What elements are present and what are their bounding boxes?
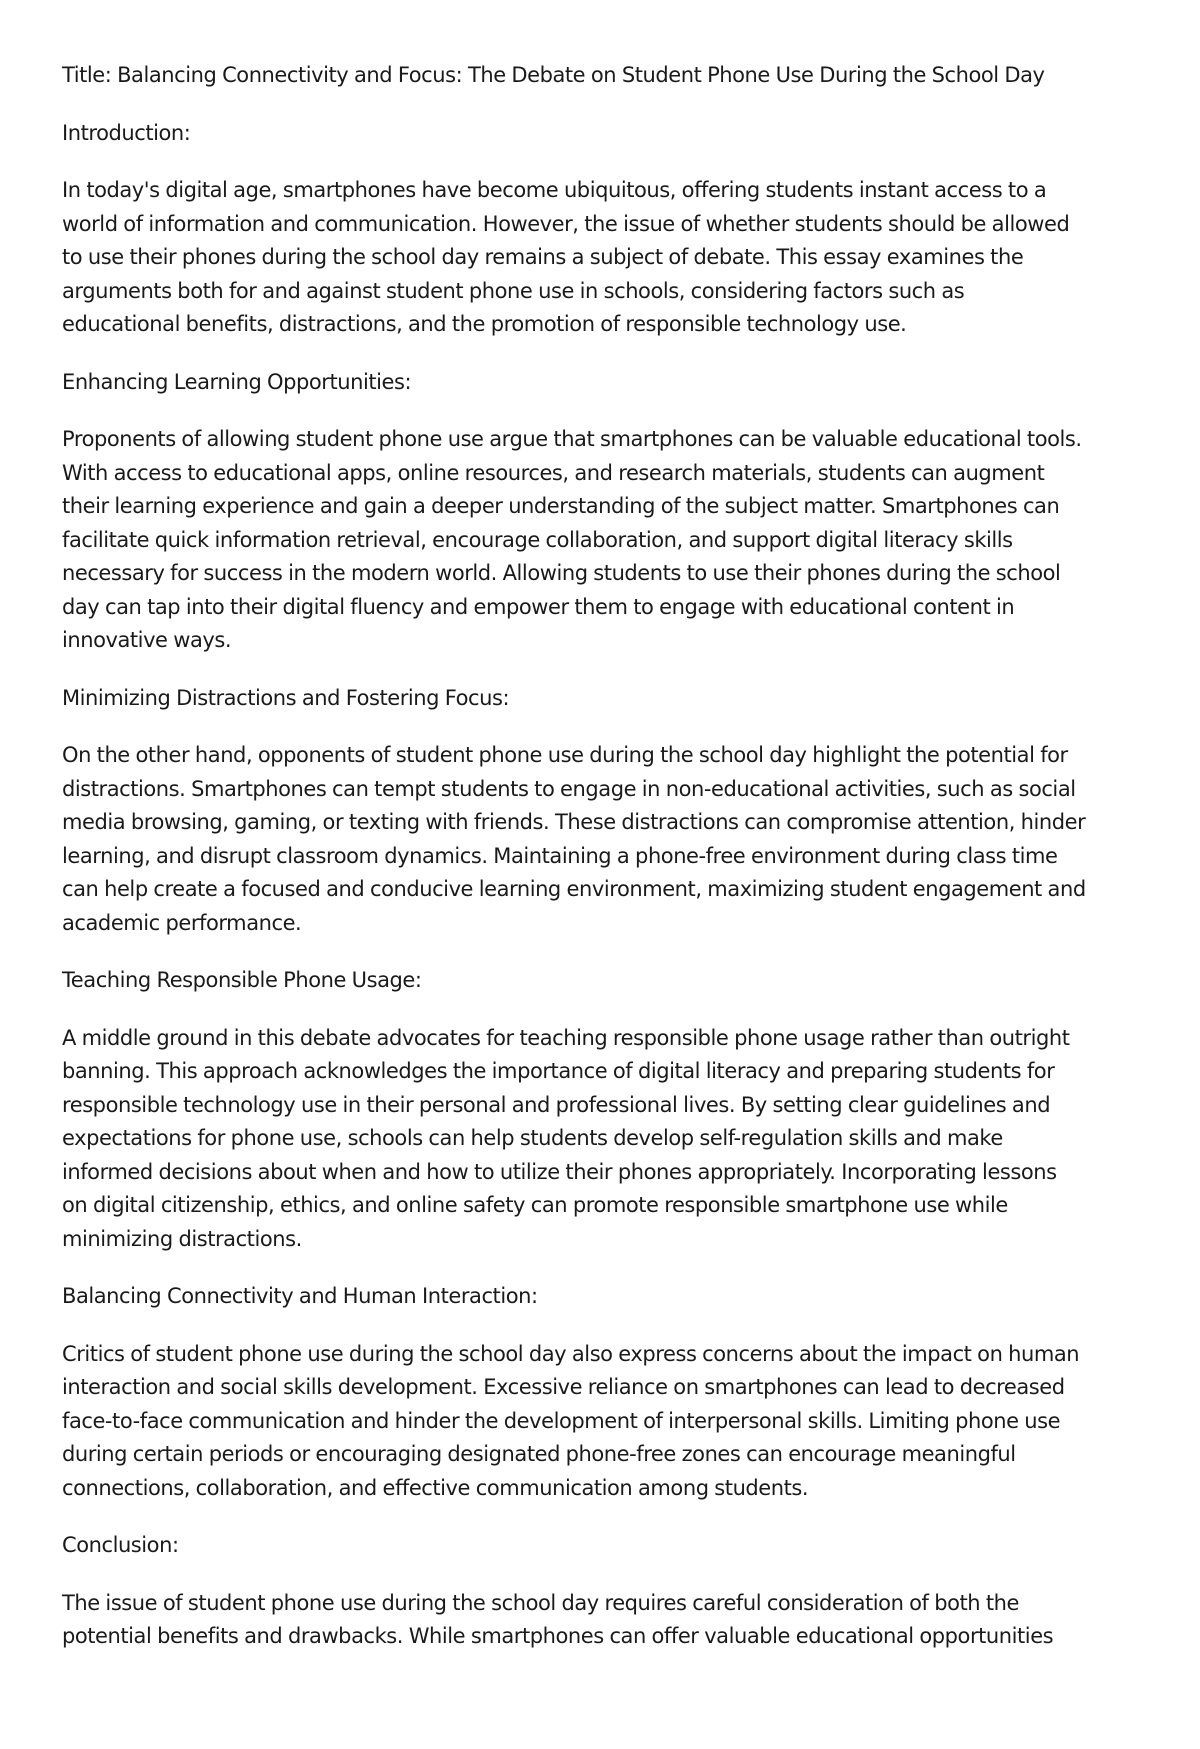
introduction-paragraph: In today's digital age, smartphones have become ubiquitous, offering students instant access to a world of information and communication. However, the issue of whether students should be allowed to use their phones during the school day remains a subject of debate. This essay examines the arguments both for and against student phone use in schools, considering factors such as educational benefits, distractions, and the promotion of responsible technology use. [62,178,1070,336]
conclusion-paragraph: The issue of student phone use during the school day requires careful consideration of both the potential benefits and drawbacks. While smartphones can offer valuable educational opportunities [62,1590,1054,1648]
distractions-paragraph: On the other hand, opponents of student phone use during the school day highlight the potential for distractions. Smartphones can tempt students to engage in non-educational activities, such as social media browsing, gaming, or texting with friends. These distractions can compromise attention, hinder learning, and disrupt classroom dynamics. Maintaining a phone-free environment during class time can help create a focused and conducive learning environment, maximizing student engagement and academic performance. [62,743,1086,935]
responsible-usage-heading: Teaching Responsible Phone Usage: [62,968,422,992]
responsible-usage-paragraph: A middle ground in this debate advocates for teaching responsible phone usage rather than outright banning. This approach acknowledges the importance of digital literacy and preparing students for responsible technology use in their personal and professional lives. By setting clear guidelines and expectations for phone use, schools can help students develop self-regulation skills and make informed decisions about when and how to utilize their phones appropriately. Incorporating lessons on digital citizenship, ethics, and online safety can promote responsible smartphone use while minimizing distractions. [62,1025,1070,1251]
learning-paragraph: Proponents of allowing student phone use argue that smartphones can be valuable educational tools. With access to educational apps, online resources, and research materials, students can augment their learning experience and gain a deeper understanding of the subject matter. Smartphones can facilitate quick information retrieval, encourage collaboration, and support digital literacy skills necessary for success in the modern world. Allowing students to use their phones during the school day can tap into their digital fluency and empower them to engage with educational content in innovative ways. [62,427,1082,652]
document-title: Title: Balancing Connectivity and Focus: The Debate on Student Phone Use During the School Day [62,63,1045,87]
introduction-heading: Introduction: [62,120,191,145]
conclusion-heading: Conclusion: [62,1533,179,1557]
distractions-heading: Minimizing Distractions and Fostering Focus: [62,685,510,710]
human-interaction-paragraph: Critics of student phone use during the school day also express concerns about the impact on human interaction and social skills development. Excessive reliance on smartphones can lead to decreased face-to-face communication and hinder the development of interpersonal skills. Limiting phone use during certain periods or encouraging designated phone-free zones can encourage meaningful connections, collaboration, and effective communication among students. [62,1341,1080,1500]
human-interaction-heading: Balancing Connectivity and Human Interaction: [62,1284,538,1308]
learning-heading: Enhancing Learning Opportunities: [62,369,412,394]
